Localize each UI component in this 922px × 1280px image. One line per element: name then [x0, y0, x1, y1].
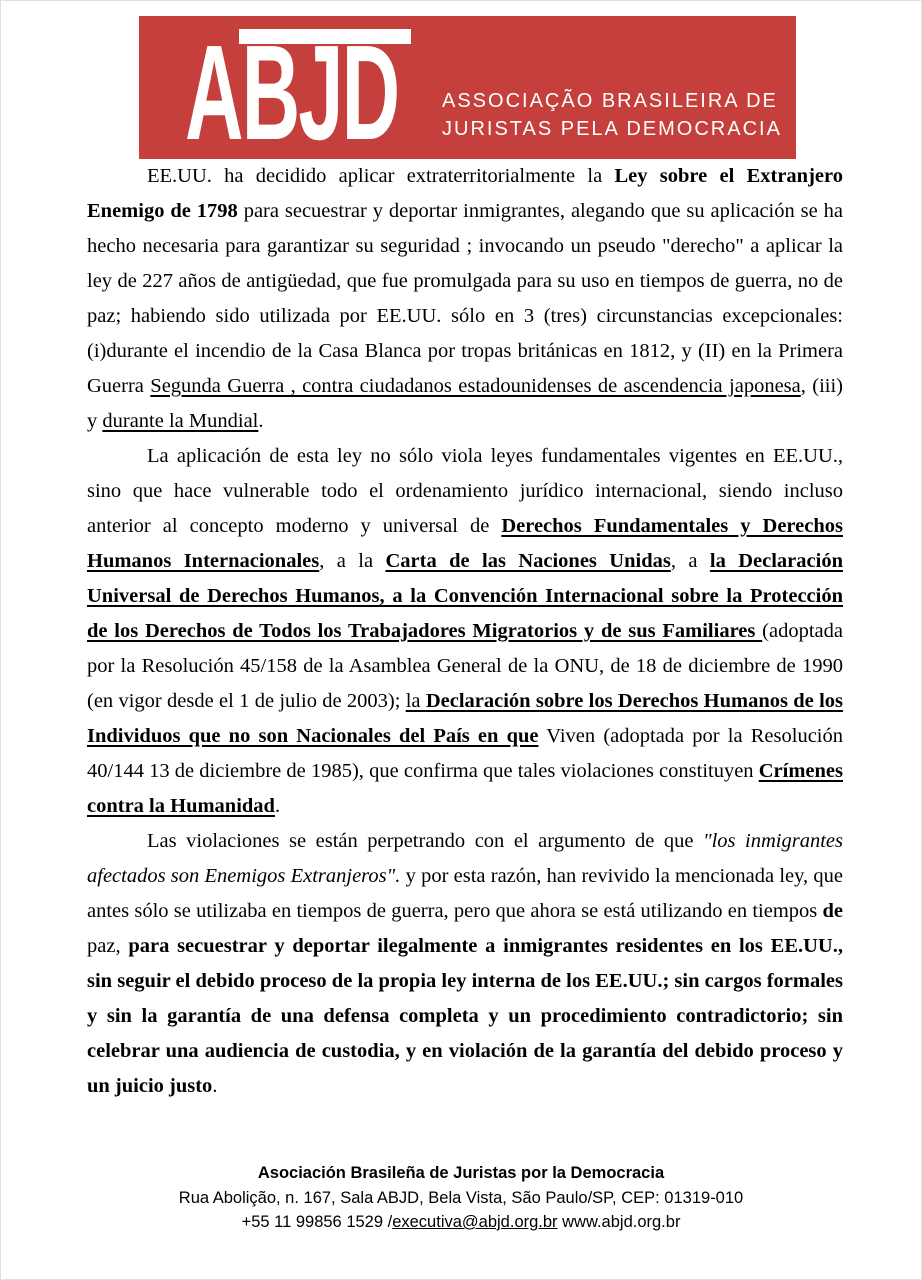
- footer-org-name: Asociación Brasileña de Juristas por la Democracia: [257, 1164, 665, 1182]
- footer-phone: +55 11 99856 1529 /: [241, 1213, 393, 1231]
- org-name-line1: ASSOCIAÇÃO BRASILEIRA DE: [442, 90, 778, 112]
- document-body: [87, 159, 843, 1104]
- footer-email-link[interactable]: executiva@abjd.org.br: [392, 1213, 558, 1231]
- footer-website: www.abjd.org.br: [557, 1213, 681, 1231]
- paragraph: EE.UU. ha decidido aplicar extraterritorialmente la Ley sobre el Extranjero Enemigo de 1798 para secuestrar y deportar inmigrantes, alegando que su aplicación se ha hecho necesaria para garantizar su seguridad ; invocando un pseudo "derecho" a aplicar la ley de 227 años de antigüedad, que fue promulgada para su uso en tiempos de guerra, no de paz; habiendo sido utilizada por EE.UU. sólo en 3 (tres) circunstancias excepcionales: (i)durante el incendio de la Casa Blanca por tropas británicas en 1812, y (II) en la Primera Guerra Segunda Guerra , contra ciudadanos estadounidenses de ascendencia japonesa, (iii) y durante la Mundial.: [87, 165, 843, 432]
- abjd-header-banner: [139, 16, 796, 168]
- document-footer: [1, 1161, 921, 1235]
- org-name-line2: JURISTAS PELA DEMOCRACIA: [442, 118, 782, 140]
- footer-address: Rua Abolição, n. 167, Sala ABJD, Bela Vista, São Paulo/SP, CEP: 01319-010: [178, 1188, 744, 1207]
- footer-contact-line: [1, 1210, 921, 1235]
- paragraph: Las violaciones se están perpetrando con el argumento de que "los inmigrantes afectados son Enemigos Extranjeros". y por esta razón, han revivido la mencionada ley, que antes sólo se utilizaba en tiempos de guerra, pero que ahora se está utilizando en tiempos de paz, para secuestrar y deportar ilegalmente a inmigrantes residentes en los EE.UU., sin seguir el debido proceso de la propia ley interna de los EE.UU.; sin cargos formales y sin la garantía de una defensa completa y un procedimiento contradictorio; sin celebrar una audiencia de custodia, y en violación de la garantía del debido proceso y un juicio justo.: [87, 830, 843, 1097]
- abjd-logo: [185, 16, 435, 168]
- logo-text: ABJD: [185, 17, 399, 168]
- org-name: [442, 87, 782, 143]
- paragraph: La aplicación de esta ley no sólo viola leyes fundamentales vigentes en EE.UU., sino que hace vulnerable todo el ordenamiento jurídico internacional, siendo incluso anterior al concepto moderno y universal de Derechos Fundamentales y Derechos Humanos Internacionales, a la Carta de las Naciones Unidas, a la Declaración Universal de Derechos Humanos, a la Convención Internacional sobre la Protección de los Derechos de Todos los Trabajadores Migratorios y de sus Familiares (adoptada por la Resolución 45/158 de la Asamblea General de la ONU, de 18 de diciembre de 1990 (en vigor desde el 1 de julio de 2003); la Declaración sobre los Derechos Humanos de los Individuos que no son Nacionales del País en que Viven (adoptada por la Resolución 40/144 13 de diciembre de 1985), que confirma que tales violaciones constituyen Crímenes contra la Humanidad.: [87, 445, 843, 817]
